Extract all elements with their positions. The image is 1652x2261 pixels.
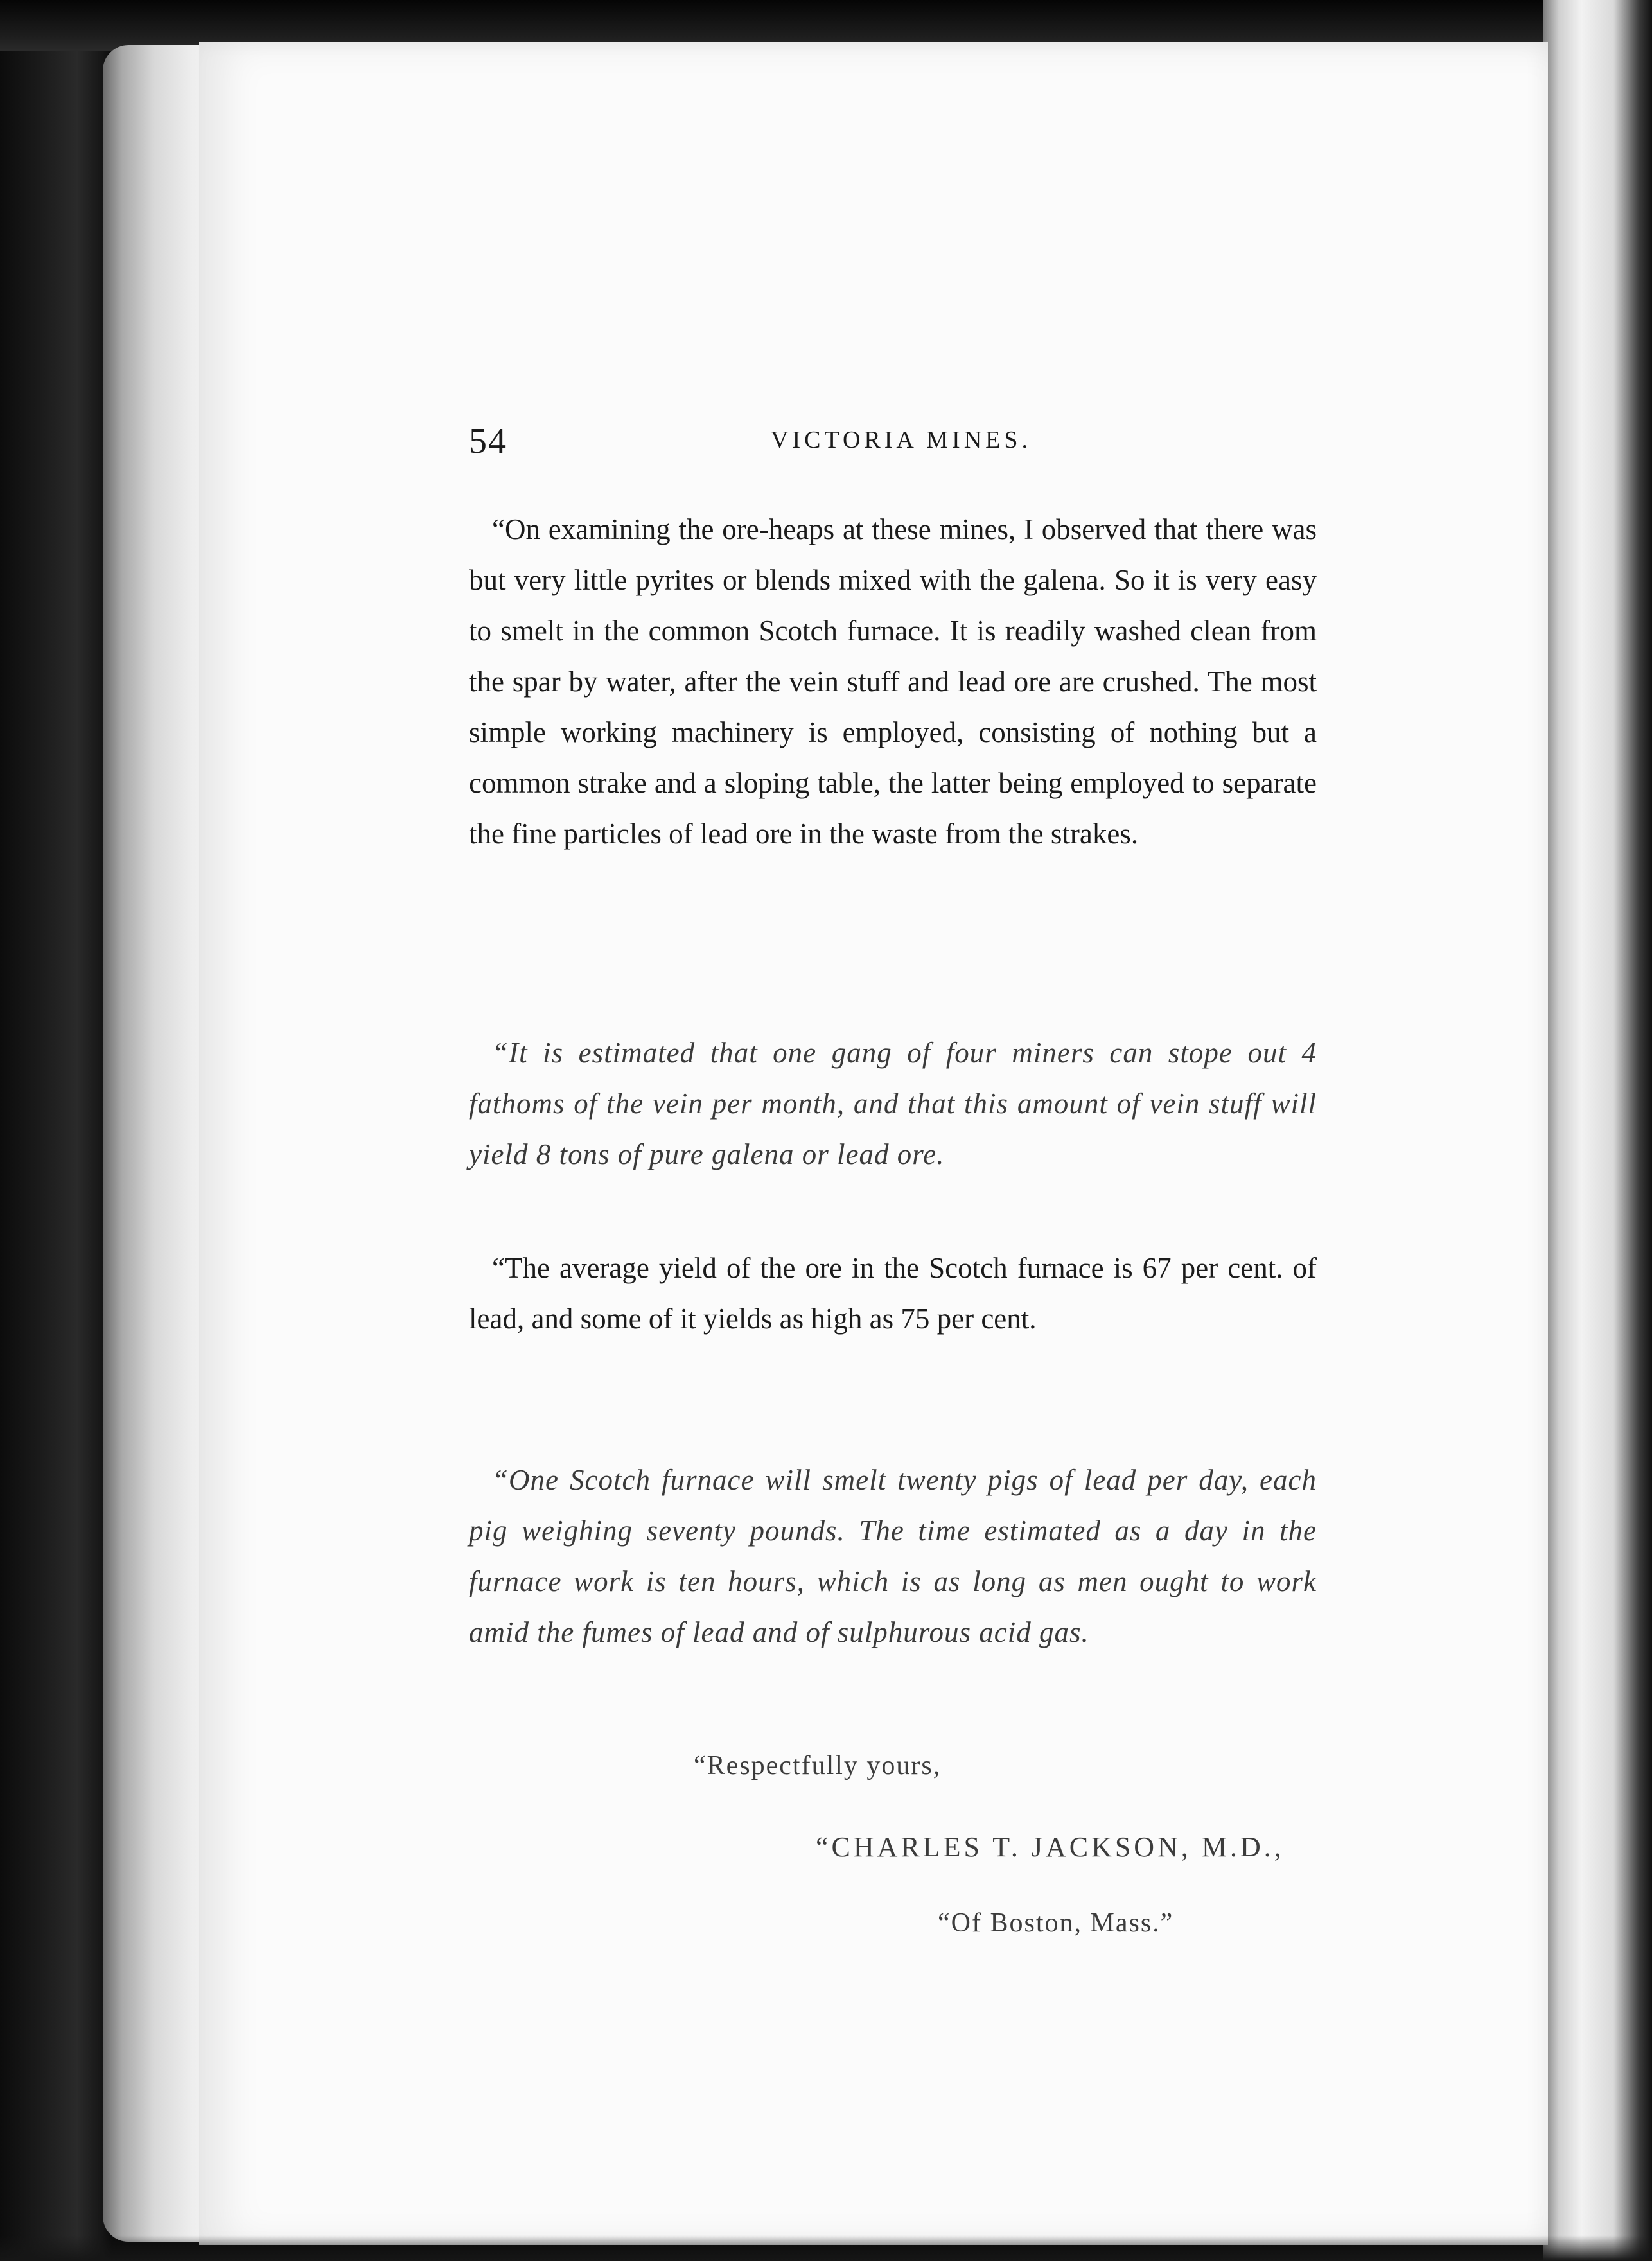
scan-bottom-shadow xyxy=(0,2235,1652,2261)
book-right-edge xyxy=(1543,0,1652,2261)
running-title: VICTORIA MINES. xyxy=(771,427,1032,453)
page-number: 54 xyxy=(469,421,507,461)
page-sheet xyxy=(199,42,1548,2245)
signature-name: “CHARLES T. JACKSON, M.D., xyxy=(816,1831,1285,1863)
signature-location: “Of Boston, Mass.” xyxy=(938,1908,1174,1938)
running-head xyxy=(469,421,1317,472)
paragraph-average-yield: “The average yield of the ore in the Scotch furnace is 67 per cent. of lead, and some of it yields as high as 75 per cent. xyxy=(469,1252,1317,1335)
paragraph-miners-estimate: “It is estimated that one gang of four miners can stope out 4 fathoms of the vein per month, and that this amount of vein stuff will yield 8 tons of pure galena or lead ore. xyxy=(469,1037,1317,1170)
signature-closing: “Respectfully yours, xyxy=(694,1751,942,1781)
paragraph-ore-heaps: “On examining the ore-heaps at these mines, I observed that there was but very little pyrites or blends mixed with the galena. So it is very easy to smelt in the common Scotch furnace. It is readily washed clean from the spar by water, after the vein stuff and lead ore are crushed. The most simple working machinery is employed, consisting of nothing but a common strake and a sloping table, the latter being employed to separate the fine particles of lead ore in the waste from the strakes. xyxy=(469,513,1317,850)
paragraph-scotch-furnace: “One Scotch furnace will smelt twenty pigs of lead per day, each pig weighing seventy pounds. The time estimated as a day in the furnace work is ten hours, which is as long as men ought to work amid the fumes of lead and of sulphurous acid gas. xyxy=(469,1464,1317,1648)
